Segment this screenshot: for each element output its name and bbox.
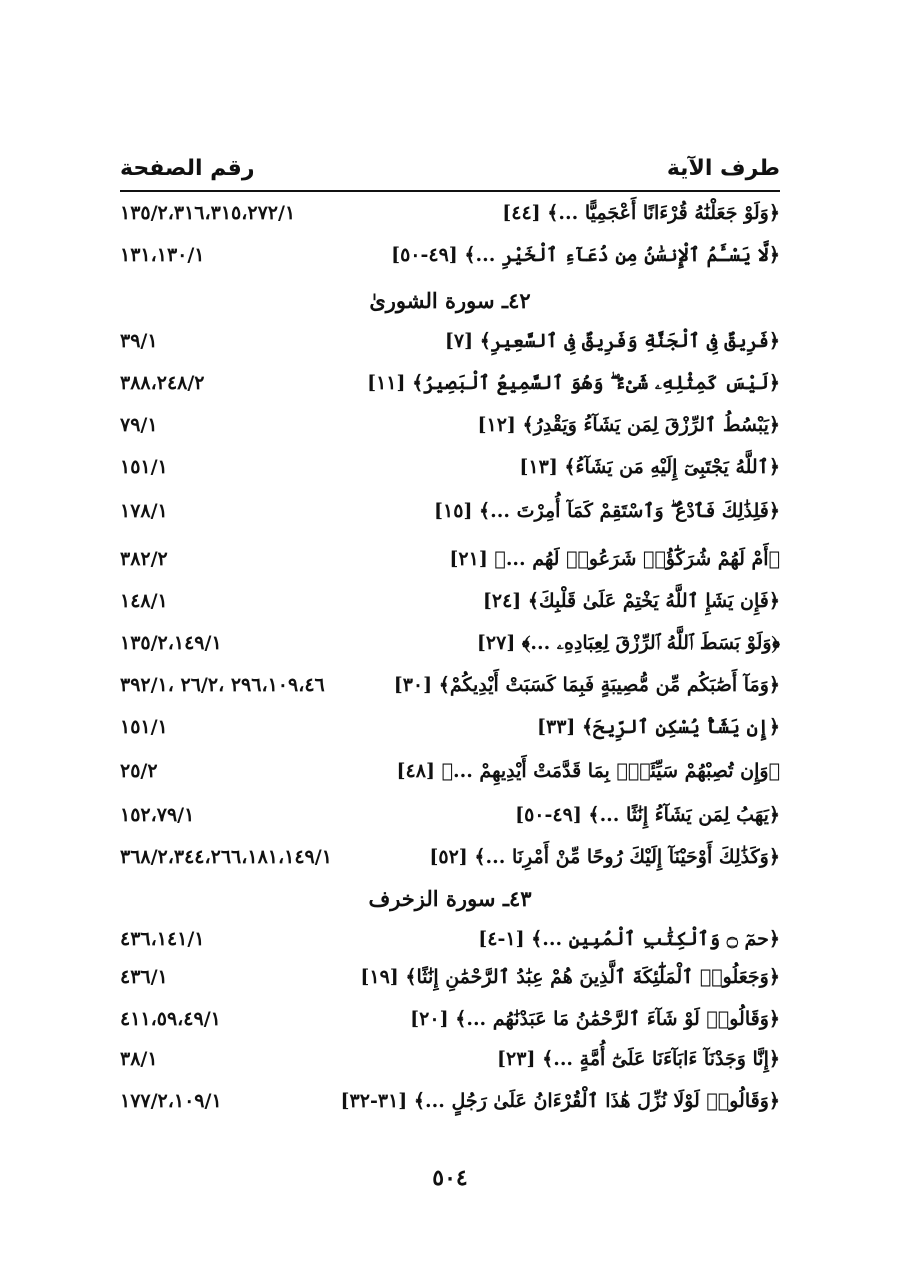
list-item <box>120 456 780 490</box>
list-item <box>120 674 780 708</box>
verse-reference: ﴿حمٓ ۝ وَٱلْكِتَٰبِ ٱلْمُبِينِ ...﴾ [١-٤] <box>478 928 780 950</box>
page-references: ٤٣٦/١ <box>120 966 168 988</box>
list-item <box>120 548 780 582</box>
verse-reference: ﴿وَلَوْ بَسَطَ ٱللَّهُ ٱلرِّزْقَ لِعِبَادِهِۦ ...﴾ [٢٧] <box>476 632 780 654</box>
list-item <box>120 1090 780 1124</box>
verse-reference: ﴿وَجَعَلُوا۟ ٱلْمَلَٰٓئِكَةَ ٱلَّذِينَ هُمْ عِبَٰدُ ٱلرَّحْمَٰنِ إِنَٰثًا﴾ [١٩] <box>360 966 780 988</box>
verse-reference: ﴿إِنَّا وَجَدْنَآ ءَابَآءَنَا عَلَىٰٓ أُمَّةٍ ...﴾ [٢٣] <box>497 1048 780 1070</box>
verse-reference: ﴿فَلِذَٰلِكَ فَٱدْعُ ۖ وَٱسْتَقِمْ كَمَآ أُمِرْتَ ...﴾ [١٥] <box>434 500 780 522</box>
page-number: ٥٠٤ <box>432 1165 468 1191</box>
page-references: ١٧٧/٢،١٠٩/١ <box>120 1090 222 1112</box>
list-item <box>120 846 780 880</box>
page-references: ١٣٥/٢،١٤٩/١ <box>120 632 222 654</box>
list-item <box>120 716 780 750</box>
verse-reference: ﴿يَهَبُ لِمَن يَشَآءُ إِنَٰثًا ...﴾ [٤٩-٥٠] <box>515 804 780 826</box>
table-header <box>120 150 780 192</box>
list-item <box>120 500 780 534</box>
surah-heading: ٤٢ـ سورة الشورىٰ <box>369 288 531 313</box>
page-references: ١٣٥/٢،٣١٦،٣١٥،٢٧٢/١ <box>120 202 296 224</box>
list-item <box>120 330 780 364</box>
verse-reference: ﴿وَقَالُوا۟ لَوْلَا نُزِّلَ هَٰذَا ٱلْقُرْءَانُ عَلَىٰ رَجُلٍ ...﴾ [٣١-٣٢] <box>340 1090 780 1112</box>
verse-reference: ﴿ٱللَّهُ يَجْتَبِىٓ إِلَيْهِ مَن يَشَآءُ﴾ [١٣] <box>519 456 780 478</box>
surah-heading: ٤٣ـ سورة الزخرف <box>368 886 532 911</box>
verse-reference: ﴿لَّا يَسْـَٔمُ ٱلْإِنسَٰنُ مِن دُعَآءِ ٱلْخَيْرِ ...﴾ [٤٩-٥٠] <box>391 244 780 266</box>
list-item <box>120 414 780 448</box>
verse-reference: ﴿لَيْسَ كَمِثْلِهِۦ شَىْءٌ ۖ وَهُوَ ٱلسَّمِيعُ ٱلْبَصِيرُ﴾ [١١] <box>367 372 780 394</box>
page-references: ١٤٨/١ <box>120 590 168 612</box>
page-references: ١٧٨/١ <box>120 500 168 522</box>
list-item <box>120 760 780 794</box>
verse-reference: ﴿فَإِن يَشَإِ ٱللَّهُ يَخْتِمْ عَلَىٰ قَلْبِكَ﴾ [٢٤] <box>482 590 780 612</box>
list-item <box>120 372 780 406</box>
list-item <box>120 966 780 1000</box>
page-references: ٣٨٨،٢٤٨/٢ <box>120 372 205 394</box>
list-item <box>120 590 780 624</box>
page-references: ١٥٢،٧٩/١ <box>120 804 195 826</box>
list-item <box>120 244 780 278</box>
page-references: ١٥١/١ <box>120 716 168 738</box>
page-references: ٤١١،٥٩،٤٩/١ <box>120 1008 221 1030</box>
page-references: ٢٩٦،١٠٩،٤٦ ،٢٦/٢ ،٣٩٢/١ <box>120 674 325 696</box>
verse-reference: ﴿وَكَذَٰلِكَ أَوْحَيْنَآ إِلَيْكَ رُوحًا مِّنْ أَمْرِنَا ...﴾ [٥٢] <box>429 846 780 868</box>
page-references: ٣٨/١ <box>120 1048 158 1070</box>
list-item <box>120 1008 780 1042</box>
list-item <box>120 804 780 838</box>
verse-reference: ﴿وَلَوْ جَعَلْنَٰهُ قُرْءَانًا أَعْجَمِيًّا ...﴾ [٤٤] <box>502 202 780 224</box>
list-item <box>120 928 780 962</box>
verse-reference: ﴿أَمْ لَهُمْ شُرَكَٰٓؤُا۟ شَرَعُوا۟ لَهُم ...﴾ [٢١] <box>449 548 780 570</box>
list-item <box>120 1048 780 1082</box>
page-references: ١٣١،١٣٠/١ <box>120 244 205 266</box>
verse-reference: ﴿وَإِن تُصِبْهُمْ سَيِّئَةٌۢ بِمَا قَدَّمَتْ أَيْدِيهِمْ ...﴾ [٤٨] <box>396 760 780 782</box>
page-references: ٣٩/١ <box>120 330 158 352</box>
page-references: ٢٥/٢ <box>120 760 158 782</box>
page-references: ٧٩/١ <box>120 414 158 436</box>
page-column-header: رقم الصفحة <box>120 156 255 181</box>
verse-reference: ﴿وَقَالُوا۟ لَوْ شَآءَ ٱلرَّحْمَٰنُ مَا عَبَدْنَٰهُم ...﴾ [٢٠] <box>410 1008 780 1030</box>
verse-reference: ﴿وَمَآ أَصَٰبَكُم مِّن مُّصِيبَةٍ فَبِمَا كَسَبَتْ أَيْدِيكُمْ﴾ [٣٠] <box>393 674 780 696</box>
page-references: ٣٦٨/٢،٣٤٤،٢٦٦،١٨١،١٤٩/١ <box>120 846 332 868</box>
page-references: ٣٨٢/٢ <box>120 548 168 570</box>
verse-reference: ﴿فَرِيقٌ فِى ٱلْجَنَّةِ وَفَرِيقٌ فِى ٱلسَّعِيرِ﴾ [٧] <box>444 330 780 352</box>
verse-reference: ﴿يَبْسُطُ ٱلرِّزْقَ لِمَن يَشَآءُ وَيَقْدِرُ﴾ [١٢] <box>477 414 780 436</box>
verse-column-header: طرف الآية <box>666 156 780 181</box>
verse-reference: ﴿إِن يَشَأْ يُسْكِنِ ٱلرِّيحَ﴾ [٣٣] <box>537 716 780 738</box>
list-item <box>120 632 780 666</box>
page-references: ١٥١/١ <box>120 456 168 478</box>
page-references: ٤٣٦،١٤١/١ <box>120 928 205 950</box>
list-item <box>120 202 780 236</box>
